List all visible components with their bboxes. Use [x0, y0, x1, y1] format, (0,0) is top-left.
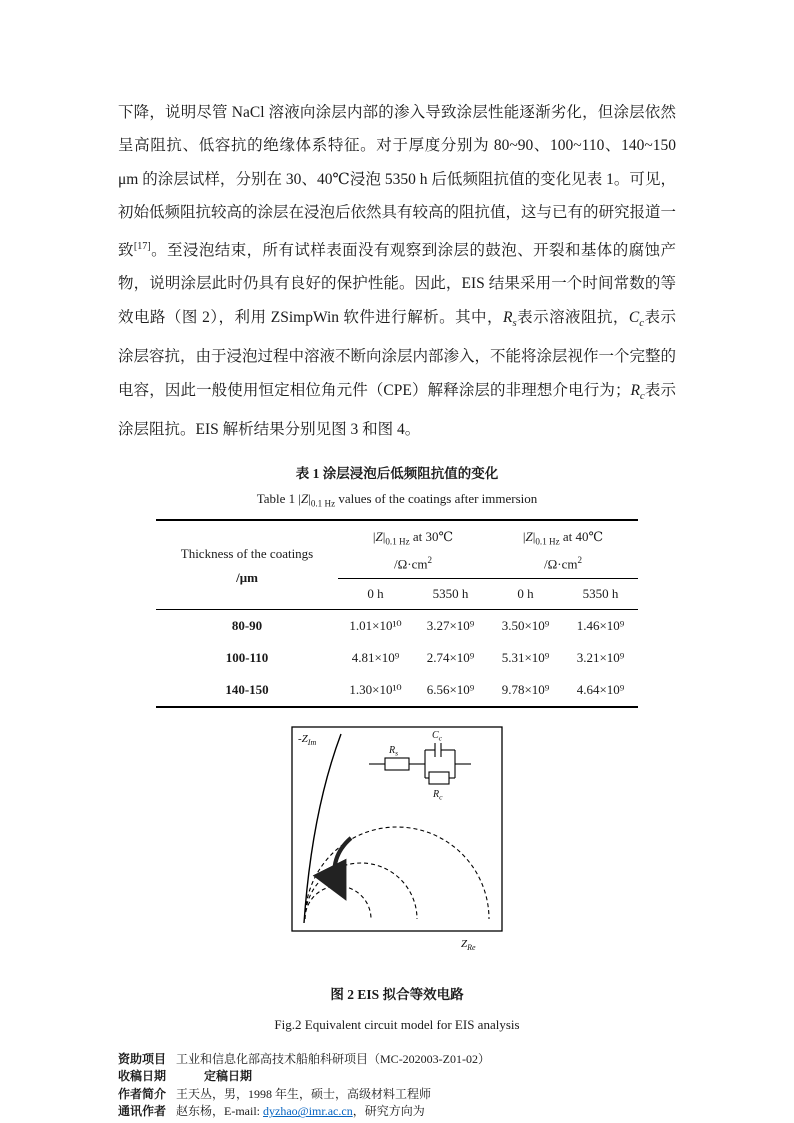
rs-label: $R_s$: [389, 744, 399, 758]
cell-value: 4.81×10⁹: [351, 649, 400, 665]
footnote-label: 通讯作者: [118, 1104, 167, 1119]
footnote-label: 定稿日期: [204, 1069, 253, 1084]
column-header-30c: $|Z|_{0.1 Hz}$ at 30℃ $/\Omega\cdot cm^2$: [338, 520, 488, 578]
footnote-label: 收稿日期: [118, 1069, 167, 1084]
figure-caption-en: Fig.2 Equivalent circuit model for EIS analysis: [274, 1016, 520, 1032]
figure-caption-zh: 图 2 EIS 拟合等效电路: [330, 986, 464, 1002]
x-axis-label: $Z_{Re}$: [461, 937, 476, 952]
cell-value: 1.46×10⁹: [576, 617, 625, 633]
cell-value: 2.74×10⁹: [426, 649, 475, 665]
body-paragraph: 下降，说明尽管 NaCl 溶液向涂层内部的渗入导致涂层性能逐渐劣化，但涂层依然呈高阻抗、低容抗的绝缘体系特征。对于厚度分别为 80~90、100~110、140~150 μm 的涂层试样，分别在 30、40℃浸泡 5350 h 后低频阻抗值的变化见表 1。可见，初始低频阻抗较高的涂层在浸泡后依然具有较高的阻抗值，这与已有的研究报道一致[17]。至浸泡结束，所有试样表面没有观察到涂层的鼓泡、开裂和基体的腐蚀产物，说明涂层此时仍具有良好的保护性能。因此，EIS 结果采用一个时间常数的等效电路（图 2），利用 ZSimpWin 软件进行解析。其中，$R_s$表示溶液阻抗，$C_c$表示涂层容抗，由于浸泡过程中溶液不断向涂层内部渗入，不能将涂层视作一个完整的电容，因此一般使用恒定相位角元件（CPE）解释涂层的非理想介电行为；$R_c$表示涂层阻抗。EIS 解析结果分别见图 3 和图 4。: [118, 104, 677, 438]
row-thickness: 100-110: [225, 649, 269, 665]
cc-label: $C_c$: [432, 729, 443, 743]
rc-label: $R_c$: [433, 788, 443, 802]
subheader-0h-40: 0 h: [488, 578, 563, 609]
footnote-corresponding-author: [118, 1103, 676, 1121]
y-axis-label: $-Z_{Im}$: [298, 732, 317, 747]
page-content: [118, 96, 676, 1121]
footnote-text: 工业和信息化部高技术船舶科研项目（MC-202003-Z01-02）: [176, 1051, 491, 1066]
impedance-table: [156, 519, 638, 708]
column-header-40c: $|Z|_{0.1 Hz}$ at 40℃ $/\Omega\cdot cm^2$: [488, 520, 638, 578]
footnote-author-bio: [118, 1086, 676, 1104]
table-caption-zh: 表 1 涂层浸泡后低频阻抗值的变化: [295, 466, 499, 482]
footnote-dates: [118, 1068, 676, 1086]
table-header-row-1: [156, 520, 638, 578]
cell-value: 1.30×10¹⁰: [338, 674, 413, 707]
cell-value: 1.01×10¹⁰: [349, 617, 402, 633]
footnote-text: 王天丛，男，1998 年生，硕士，高级材料工程师: [176, 1086, 432, 1101]
table-row: [156, 642, 638, 674]
table-caption-en: Table 1 $|Z|_{0.1 Hz}$ values of the coatings after immersion: [256, 491, 538, 509]
row-thickness: 80-90: [231, 617, 263, 633]
footnote-label: 作者简介: [118, 1086, 167, 1101]
column-header-thickness: Thickness of the coatings /μm: [156, 520, 338, 609]
cell-value: 4.64×10⁹: [563, 674, 638, 707]
subheader-0h-30: 0 h: [338, 578, 413, 609]
cell-value: 9.78×10⁹: [488, 674, 563, 707]
footnote-label: 资助项目: [118, 1051, 167, 1066]
table-row: [156, 674, 638, 707]
row-thickness: 140-150: [156, 674, 338, 707]
figure-2-nyquist-plot: [291, 726, 503, 959]
nyquist-plot-svg: [291, 726, 503, 954]
cell-value: 5.31×10⁹: [501, 649, 550, 665]
footnote-text: 赵东杨，E-mail: dyzhao@imr.ac.cn，研究方向为: [176, 1104, 425, 1119]
subheader-5350h-30: 5350 h: [413, 578, 488, 609]
cell-value: 3.27×10⁹: [426, 617, 475, 633]
cell-value: 3.50×10⁹: [501, 617, 550, 633]
table-row: [156, 609, 638, 642]
email-link[interactable]: dyzhao@imr.ac.cn: [263, 1104, 353, 1119]
subheader-5350h-40: 5350 h: [563, 578, 638, 609]
cell-value: 3.21×10⁹: [576, 649, 625, 665]
cell-value: 6.56×10⁹: [413, 674, 488, 707]
footnote-funding: [118, 1051, 676, 1069]
footnotes: [118, 1051, 676, 1121]
